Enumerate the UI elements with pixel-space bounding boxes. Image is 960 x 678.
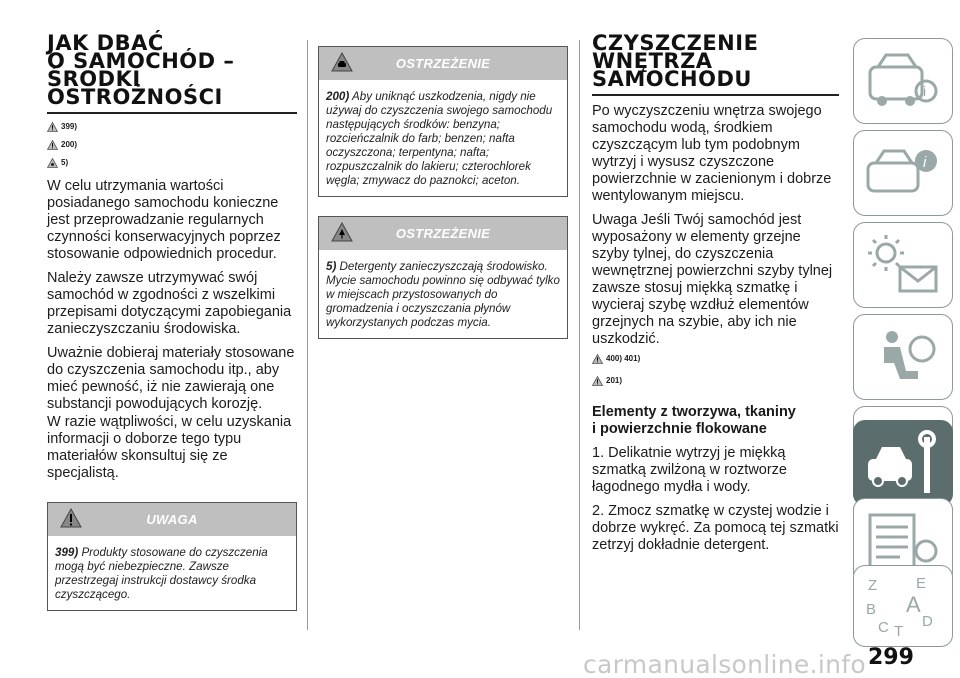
warning-triangle-icon	[47, 122, 58, 132]
svg-text:B: B	[866, 601, 877, 618]
svg-text:C: C	[878, 619, 889, 636]
step: 1. Delikatnie wytrzyj je miękką szmatką zwilżoną w roztworze łagodnego mydła i wody.	[592, 445, 787, 495]
box-ref: 5)	[326, 260, 337, 273]
ref-399[interactable]	[47, 122, 297, 140]
airbag-seat-icon	[864, 323, 944, 393]
tab-maintenance-care[interactable]	[853, 420, 953, 506]
warning-box-body	[319, 250, 567, 338]
box-ref: 200)	[326, 90, 350, 103]
caution-box-body	[48, 536, 296, 610]
paragraph: Uwaga Jeśli Twój samochód jest wyposażony w elementy grzejne szyby tylnej, do czyszczenia wewnętrznej powierzchni szyby tylnej zawsze stosuj miękką szmatkę i wycieraj szybę wzdłuż elementów grzejnych na szybie, aby ich nie uszkodzić.	[592, 212, 833, 347]
caution-box-header	[48, 503, 296, 536]
warning-lights-icon	[864, 231, 944, 301]
heading-line: JAK DBAĆ	[47, 31, 164, 55]
warning-triangle-icon	[592, 376, 603, 386]
tab-index[interactable]	[853, 565, 953, 647]
column-left	[47, 0, 297, 611]
warning-box-title: OSTRZEŻENIE	[395, 226, 491, 241]
svg-text:E: E	[916, 575, 927, 592]
warning-box-header	[319, 217, 567, 250]
box-text: Detergenty zanieczyszczają środowisko. Mycie samochodu powinno się odbywać tylko w miejscach przystosowanych do gromadzenia i oczyszczania płynów wykorzystanych podczas mycia.	[326, 260, 560, 329]
svg-text:T: T	[894, 623, 904, 640]
svg-text:i: i	[923, 154, 927, 171]
car-info-circle-icon	[864, 139, 944, 209]
warning-box-body	[319, 80, 567, 196]
tab-vehicle-info[interactable]	[853, 38, 953, 124]
paragraph: W celu utrzymania wartości posiadanego samochodu konieczne jest przeprowadzanie regularnych czynności konserwacyjnych poprzez stosowanie odpowiednich procedur.	[47, 178, 281, 262]
box-ref: 399)	[55, 546, 79, 559]
column-right	[592, 0, 840, 554]
paragraph: Po wyczyszczeniu wnętrza swojego samochodu wodą, środkiem czyszczącym lub tym podobnym wytrzyj i wysusz czyszczone powierzchnie w zacienionym i dobrze wentylowanym miejscu.	[592, 103, 832, 204]
tab-warning-lights[interactable]	[853, 222, 953, 308]
section-heading-care	[47, 31, 297, 114]
warning-box-header	[319, 47, 567, 80]
ref-5[interactable]	[47, 158, 297, 176]
heading-line: ŚRODKI	[47, 67, 141, 91]
ref-label: 399)	[61, 122, 78, 131]
column-divider	[579, 40, 580, 630]
car-wrench-icon	[864, 429, 944, 499]
caution-box	[47, 502, 297, 611]
ref-label: 5)	[61, 158, 69, 167]
tab-know-your-car[interactable]	[853, 130, 953, 216]
watermark: carmanualsonline.info	[583, 650, 866, 678]
warning-refs	[47, 122, 297, 176]
paragraph: Należy zawsze utrzymywać swój samochód w zgodności z wszelkimi przepisami dotyczącymi zapobiegania zanieczyszczaniu środowiska.	[47, 270, 292, 337]
index-letters-icon	[864, 574, 944, 640]
svg-text:i: i	[923, 83, 927, 99]
warning-box-title: OSTRZEŻENIE	[395, 56, 491, 71]
ref-label: 200)	[61, 140, 78, 149]
paragraph: W razie wątpliwości, w celu uzyskania informacji o doborze tego typu materiałów skonsultuj się ze specjalistą.	[47, 414, 292, 481]
svg-text:D: D	[922, 613, 933, 630]
subheading-line: Elementy z tworzywa, tkaniny	[592, 404, 796, 420]
tab-safety[interactable]	[853, 314, 953, 400]
warning-box-solvents	[318, 46, 568, 197]
environment-triangle-icon	[47, 158, 58, 168]
subheading-line: i powierzchnie flokowane	[592, 421, 767, 437]
page-number: 299	[868, 645, 914, 670]
column-divider	[307, 40, 308, 630]
step: 2. Zmocz szmatkę w czystej wodzie i dobrze wykręć. Za pomocą tej szmatki zetrzyj dokładnie detergent.	[592, 503, 839, 553]
section-heading-interior	[592, 31, 839, 96]
box-text: Aby uniknąć uszkodzenia, nigdy nie używaj do czyszczenia swojego samochodu następujących środków: benzyna; rozcieńczalnik do farb; benzen; nafta oczyszczona; terpentyna; nafta; rozpuszczalnik do lakieru; czterochlorek węgla; zmywacz do paznokci; aceton.	[326, 90, 553, 187]
paragraph: Uważnie dobieraj materiały stosowane do czyszczenia samochodu itp., aby mieć pewność, iż nie zawierają one substancji powodujących korozję.	[47, 345, 295, 412]
heading-line: WNĘTRZA	[592, 49, 713, 73]
warning-triangle-icon	[592, 354, 603, 364]
car-info-icon	[864, 47, 944, 117]
ref-label: 201)	[606, 376, 623, 385]
svg-text:A: A	[906, 592, 921, 617]
ref-201[interactable]	[592, 376, 840, 394]
ref-400-401[interactable]	[592, 354, 840, 376]
warning-box-environment	[318, 216, 568, 339]
ref-200[interactable]	[47, 140, 297, 158]
heading-line: CZYSZCZENIE	[592, 31, 759, 55]
warning-triangle-icon	[47, 140, 58, 150]
box-text: Produkty stosowane do czyszczenia mogą być niebezpieczne. Zawsze przestrzegaj instrukcji dostawcy środka czyszczącego.	[55, 546, 268, 601]
subheading-plastics	[592, 404, 840, 438]
heading-line: SAMOCHODU	[592, 67, 752, 91]
heading-line: O SAMOCHÓD –	[47, 49, 235, 73]
heading-line: OSTROŻNOŚCI	[47, 85, 223, 109]
svg-text:Z: Z	[868, 577, 878, 594]
column-middle	[318, 0, 568, 339]
warning-refs	[592, 354, 840, 394]
caution-box-title: UWAGA	[146, 512, 198, 527]
ref-label: 400) 401)	[606, 354, 641, 363]
